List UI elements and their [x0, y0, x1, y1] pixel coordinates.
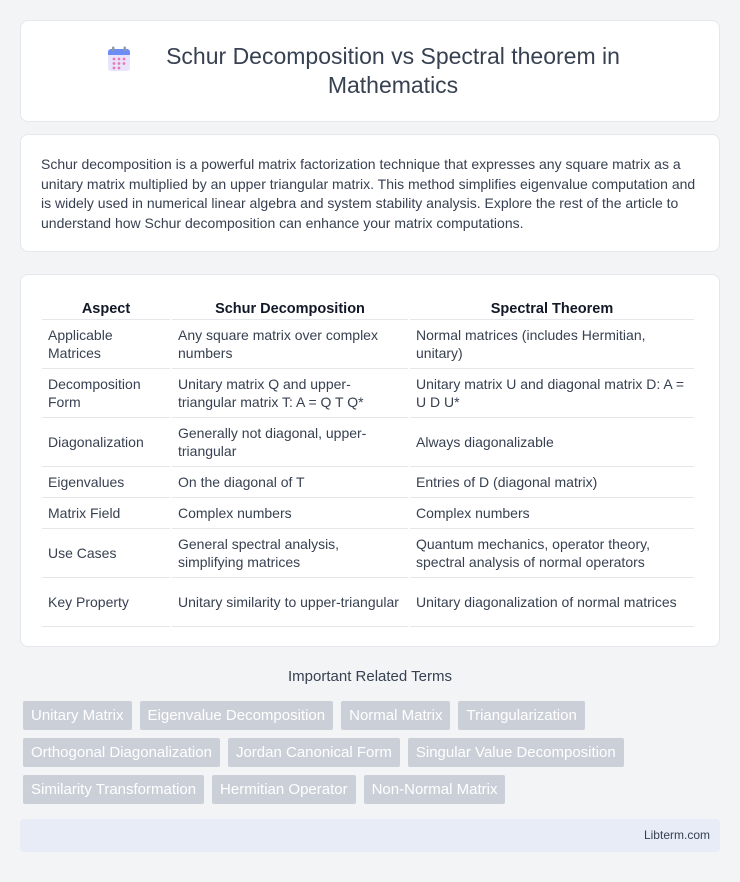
cell-spectral: Unitary diagonalization of normal matrices	[410, 578, 694, 627]
header-spectral: Spectral Theorem	[410, 295, 694, 320]
title-wrap	[107, 42, 633, 100]
term-tag[interactable]: Orthogonal Diagonalization	[23, 738, 220, 767]
intro-card	[20, 134, 720, 252]
term-tag[interactable]: Unitary Matrix	[23, 701, 132, 730]
term-tag[interactable]: Eigenvalue Decomposition	[140, 701, 334, 730]
table-row	[42, 578, 694, 627]
intro-text: Schur decomposition is a powerful matrix factorization technique that expresses any square matrix as a unitary matrix multiplied by an upper triangular matrix. This method simplifies eigenvalue computation and is widely used in numerical linear algebra and system stability analysis. Explore the rest of the article to understand how Schur decomposition can enhance your matrix computations.	[41, 156, 696, 231]
cell-spectral: Normal matrices (includes Hermitian, unitary)	[410, 320, 694, 369]
cell-schur: Generally not diagonal, upper-triangular	[172, 418, 408, 467]
table-row	[42, 369, 694, 418]
cell-spectral: Quantum mechanics, operator theory, spectral analysis of normal operators	[410, 529, 694, 578]
related-terms-heading: Important Related Terms	[288, 668, 452, 685]
cell-aspect: Key Property	[42, 578, 170, 627]
cell-schur: On the diagonal of T	[172, 467, 408, 498]
cell-spectral: Unitary matrix U and diagonal matrix D: A = U D U*	[410, 369, 694, 418]
footer-site-link[interactable]: Libterm.com	[643, 828, 710, 842]
header-aspect: Aspect	[42, 295, 170, 320]
table-row	[42, 529, 694, 578]
table-row	[42, 320, 694, 369]
calendar-icon	[107, 46, 131, 72]
cell-schur: Any square matrix over complex numbers	[172, 320, 408, 369]
header-schur: Schur Decomposition	[172, 295, 408, 320]
cell-aspect: Diagonalization	[42, 418, 170, 467]
page-title: Schur Decomposition vs Spectral theorem in Mathematics	[166, 43, 620, 98]
cell-schur: Complex numbers	[172, 498, 408, 529]
cell-schur: General spectral analysis, simplifying matrices	[172, 529, 408, 578]
cell-aspect: Matrix Field	[42, 498, 170, 529]
comparison-table	[40, 295, 696, 627]
cell-aspect: Applicable Matrices	[42, 320, 170, 369]
term-tag[interactable]: Normal Matrix	[341, 701, 450, 730]
cell-aspect: Eigenvalues	[42, 467, 170, 498]
table-row	[42, 498, 694, 529]
cell-spectral: Entries of D (diagonal matrix)	[410, 467, 694, 498]
cell-aspect: Use Cases	[42, 529, 170, 578]
term-tag[interactable]: Similarity Transformation	[23, 775, 204, 804]
table-header-row	[42, 295, 694, 320]
related-terms-list	[23, 701, 723, 812]
footer	[20, 819, 720, 852]
table-row	[42, 418, 694, 467]
comparison-card	[20, 274, 720, 647]
title-card	[20, 20, 720, 122]
cell-schur: Unitary similarity to upper-triangular	[172, 578, 408, 627]
cell-spectral: Always diagonalizable	[410, 418, 694, 467]
term-tag[interactable]: Singular Value Decomposition	[408, 738, 624, 767]
table-row	[42, 467, 694, 498]
cell-spectral: Complex numbers	[410, 498, 694, 529]
cell-aspect: Decomposition Form	[42, 369, 170, 418]
term-tag[interactable]: Triangularization	[458, 701, 584, 730]
term-tag[interactable]: Hermitian Operator	[212, 775, 356, 804]
term-tag[interactable]: Non-Normal Matrix	[364, 775, 506, 804]
term-tag[interactable]: Jordan Canonical Form	[228, 738, 400, 767]
cell-schur: Unitary matrix Q and upper-triangular matrix T: A = Q T Q*	[172, 369, 408, 418]
